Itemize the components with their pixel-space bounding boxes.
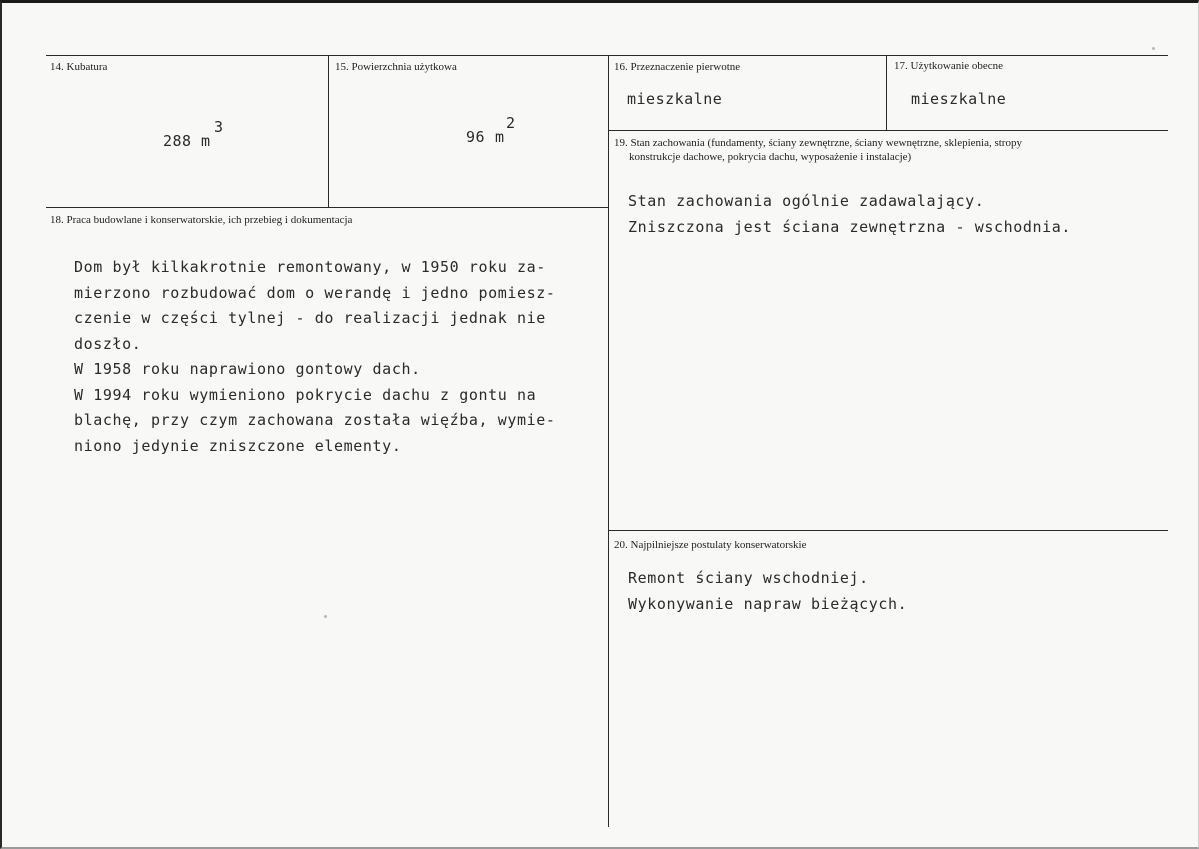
- field-15-number: 96: [466, 128, 486, 146]
- field-18-line: mierzono rozbudować dom o werandę i jedno pomiesz-: [74, 283, 556, 302]
- divider-main: [608, 55, 609, 827]
- field-14-label: 14. Kubatura: [50, 61, 108, 73]
- divider-14-15: [328, 55, 329, 207]
- field-18-line: W 1958 roku naprawiono gontowy dach.: [74, 360, 421, 378]
- field-17-label: 17. Użytkowanie obecne: [894, 60, 1004, 72]
- rule-under-16-17: [608, 130, 1168, 131]
- field-19-label-line1: 19. Stan zachowania (fundamenty, ściany zewnętrzne, ściany wewnętrzne, sklepienia, stropy: [614, 137, 1022, 149]
- field-15-unit: m: [495, 128, 505, 146]
- field-14-unit: m: [201, 132, 211, 150]
- field-19-line: Zniszczona jest ściana zewnętrzna - wschodnia.: [628, 217, 1072, 236]
- field-16-label: 16. Przeznaczenie pierwotne: [614, 61, 741, 73]
- field-15-label: 15. Powierzchnia użytkowa: [335, 61, 457, 73]
- field-20-label: 20. Najpilniejsze postulaty konserwatorskie: [614, 539, 807, 551]
- field-14-exponent: 3: [214, 118, 224, 136]
- field-18-line: czenie w części tylnej - do realizacji jednak nie: [74, 309, 546, 327]
- field-18-text: [74, 255, 556, 459]
- field-18-line: blachę, przy czym zachowana została więźba, wymie-: [74, 411, 556, 429]
- rule-under-14-15: [46, 207, 608, 208]
- field-20-text: [628, 566, 907, 617]
- field-18-line: niono jedynie zniszczone elementy.: [74, 436, 402, 455]
- top-rule: [46, 55, 1168, 56]
- field-18-line: doszło.: [74, 334, 142, 353]
- field-20-line: Remont ściany wschodniej.: [628, 569, 869, 587]
- field-16-value: mieszkalne: [627, 90, 723, 108]
- field-18-label: 18. Praca budowlane i konserwatorskie, ich przebieg i dokumentacja: [50, 214, 353, 226]
- field-14-number: 288: [163, 132, 192, 150]
- field-17-value: mieszkalne: [911, 90, 1007, 108]
- field-15-exponent: 2: [506, 114, 516, 132]
- rule-above-20: [608, 530, 1168, 531]
- scan-speck: [324, 615, 327, 618]
- scan-speck: [1152, 47, 1155, 50]
- field-18-line: W 1994 roku wymieniono pokrycie dachu z gontu na: [74, 385, 537, 404]
- field-19-text: [628, 189, 1071, 240]
- field-20-line: Wykonywanie napraw bieżących.: [628, 594, 908, 613]
- divider-16-17: [886, 55, 887, 130]
- field-19-line: Stan zachowania ogólnie zadawalający.: [628, 192, 985, 210]
- field-19-label-line2: konstrukcje dachowe, pokrycia dachu, wyposażenie i instalacje): [629, 151, 912, 163]
- field-18-line: Dom był kilkakrotnie remontowany, w 1950 roku za-: [74, 258, 546, 276]
